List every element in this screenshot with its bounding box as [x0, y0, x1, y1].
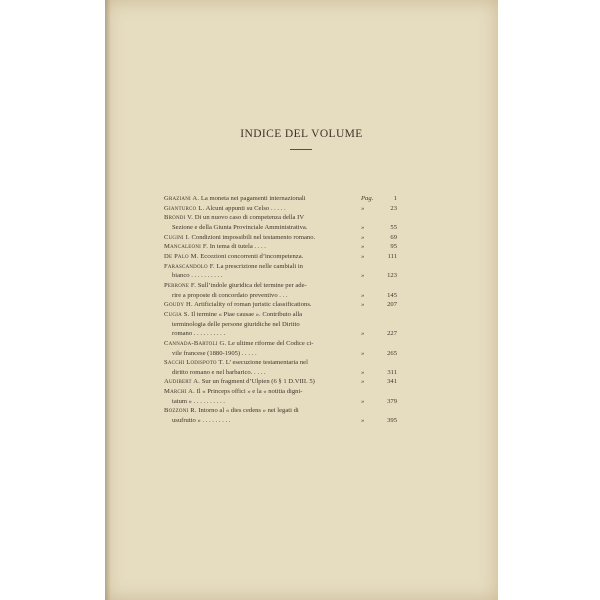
toc-title-text: In tema di tutela . . . . [209, 243, 266, 251]
toc-page-number: 379 [387, 397, 397, 405]
toc-entry [164, 377, 397, 387]
toc-title-text: romano . . . . . . . . . . [172, 330, 226, 338]
toc-title-text: Di un nuovo caso di competenza della IV [194, 214, 305, 222]
toc-page-mark: » [361, 233, 365, 241]
toc-page-ref [361, 204, 397, 214]
toc-title-text: terminologia delle persone giuridiche nel Diritto [172, 320, 300, 328]
toc-entry-line [164, 329, 397, 339]
toc-title-text: bianco . . . . . . . . . . [172, 272, 223, 280]
toc-author: Marchi A. [164, 388, 195, 396]
toc-entry [164, 233, 397, 243]
toc-page-mark: Pag. [361, 195, 374, 202]
toc-page-ref [361, 397, 397, 407]
toc-page-mark: » [361, 349, 365, 357]
toc-entry-line [164, 242, 397, 252]
toc-title-text: rire a proposte di concordato preventivo . . . [172, 291, 288, 299]
toc-page-number: 55 [390, 223, 397, 231]
toc-entry [164, 300, 397, 310]
toc-author: Brondi V. [164, 214, 194, 222]
toc-page-ref [361, 349, 397, 359]
toc-page-mark: » [361, 301, 365, 309]
toc-page-ref [361, 252, 397, 262]
toc-entry-line [164, 300, 397, 310]
toc-title-text: usufrutto » . . . . . . . . . [172, 417, 231, 425]
toc-page-mark: » [361, 368, 365, 376]
toc-page-ref [361, 271, 397, 281]
toc-author: Sacchi Lodispoto T. [164, 359, 225, 367]
toc-entry-line [164, 233, 397, 243]
toc-page-number: 1 [393, 195, 397, 202]
toc-page-number: 123 [387, 272, 397, 280]
toc-entry-line [164, 194, 397, 204]
title-rule [290, 149, 312, 150]
toc-author: Graziani A. [164, 195, 200, 202]
toc-title-text: tatum » . . . . . . . . . . [172, 397, 225, 405]
toc-page-number: 69 [390, 233, 397, 241]
toc-entry-line [164, 204, 397, 214]
toc-page-number: 207 [387, 301, 397, 309]
toc-page-mark: » [361, 252, 365, 260]
toc-page-number: 341 [387, 378, 397, 386]
toc-author: Gianturco L. [164, 204, 205, 212]
toc-entry-line [164, 339, 397, 349]
toc-title-text: La prescrizione nelle cambiali in [216, 262, 303, 270]
toc-entry-line [164, 291, 397, 301]
toc-title-text: La moneta nei pagamenti internazionali [200, 195, 306, 202]
toc-entry-line [164, 281, 397, 291]
toc-entry [164, 406, 397, 425]
toc-author: Bozzoni R. [164, 407, 197, 415]
toc-title-text: Il termine « Piae causae ». Contributo alla [191, 310, 303, 318]
toc-entry-line [164, 387, 397, 397]
toc-page-ref [361, 329, 397, 339]
toc-title-text: Intorno al « dies cedens » nei legati di [198, 407, 299, 415]
toc-page-mark: » [361, 417, 365, 425]
toc-entry-line [164, 310, 397, 320]
toc-page-ref [361, 291, 397, 301]
toc-entry-line [164, 368, 397, 378]
toc-entry-line [164, 213, 397, 223]
index-title: INDICE DEL VOLUME [240, 128, 363, 140]
toc-entry [164, 358, 397, 377]
toc-title-text: Sull’indole giuridica del termine per ade- [197, 281, 307, 289]
toc-page-number: 145 [387, 291, 397, 299]
toc-title-text: L’ esecuzione testamentaria nel [225, 359, 308, 367]
toc-entry-line [164, 252, 397, 262]
toc-author: Mancaleoni F. [164, 243, 209, 251]
toc-title-text: Artificiality of roman juristic classifications. [194, 301, 312, 309]
toc-page-mark: » [361, 330, 365, 338]
table-of-contents [164, 194, 397, 426]
toc-page-number: 23 [390, 204, 397, 212]
toc-title-text: Eccezioni concorrenti d’incompetenza. [200, 252, 304, 260]
toc-page-ref [361, 194, 397, 204]
toc-entry-line [164, 271, 397, 281]
toc-page-mark: » [361, 204, 365, 212]
toc-page-ref [361, 416, 397, 426]
toc-title-text: Condizioni impossibili nel testamento romano. [191, 233, 316, 241]
toc-entry-line [164, 406, 397, 416]
toc-entry-line [164, 377, 397, 387]
toc-entry-line [164, 416, 397, 426]
toc-author: Audibert A. [164, 378, 201, 386]
toc-author: Perrone F. [164, 281, 197, 289]
toc-entry [164, 204, 397, 214]
toc-page-mark: » [361, 291, 365, 299]
toc-entry-line [164, 223, 397, 233]
toc-entry-line [164, 262, 397, 272]
toc-page-ref [361, 233, 397, 243]
toc-page-mark: » [361, 378, 365, 386]
toc-author: Cugia S. [164, 310, 190, 318]
toc-entry-line [164, 358, 397, 368]
toc-page-ref [361, 377, 397, 387]
toc-page-number: 95 [390, 243, 397, 251]
toc-entry [164, 213, 397, 232]
toc-page-mark: » [361, 243, 365, 251]
toc-page-ref [361, 223, 397, 233]
toc-page-mark: » [361, 272, 365, 280]
toc-page-ref [361, 242, 397, 252]
toc-entry [164, 310, 397, 339]
toc-entry [164, 194, 397, 204]
toc-page-number: 111 [387, 252, 397, 260]
toc-author: Cannada-Bartoli G. [164, 339, 227, 347]
toc-title-text: Alcuni appunti su Celso . . . . . [205, 204, 286, 212]
toc-entry [164, 262, 397, 281]
toc-title-text: Il « Princeps offici » e la « notitia digni- [196, 388, 303, 396]
toc-entry-line [164, 397, 397, 407]
toc-entry [164, 339, 397, 358]
toc-entry-line [164, 320, 397, 330]
toc-page-number: 265 [387, 349, 397, 357]
toc-author: Goudy H. [164, 301, 193, 309]
toc-entry-line [164, 349, 397, 359]
toc-author: De Palo M. [164, 252, 199, 260]
toc-page-ref [361, 368, 397, 378]
toc-author: Cugini I. [164, 233, 190, 241]
toc-page-ref [361, 300, 397, 310]
toc-title-text: vile francese (1880-1905) . . . . . [172, 349, 257, 357]
toc-author: Farascandolo F. [164, 262, 215, 270]
toc-title-text: Sur un fragment d’Ulpien (6 § 1 D.VIII. 5) [201, 378, 315, 386]
toc-entry [164, 387, 397, 406]
toc-title-text: Le ultime riforme del Codice ci- [227, 339, 314, 347]
toc-title-text: diritto romano e nel barbarico. . . . . [172, 368, 266, 376]
toc-page-number: 227 [387, 330, 397, 338]
toc-entry [164, 281, 397, 300]
toc-page-number: 311 [387, 368, 397, 376]
toc-page-mark: » [361, 223, 365, 231]
toc-entry [164, 252, 397, 262]
page-gutter-shadow [105, 0, 111, 600]
toc-title-text: Sezione e della Giunta Provinciale Amministrativa. [172, 223, 308, 231]
toc-page-number: 395 [387, 417, 397, 425]
toc-entry [164, 242, 397, 252]
toc-page-mark: » [361, 397, 365, 405]
